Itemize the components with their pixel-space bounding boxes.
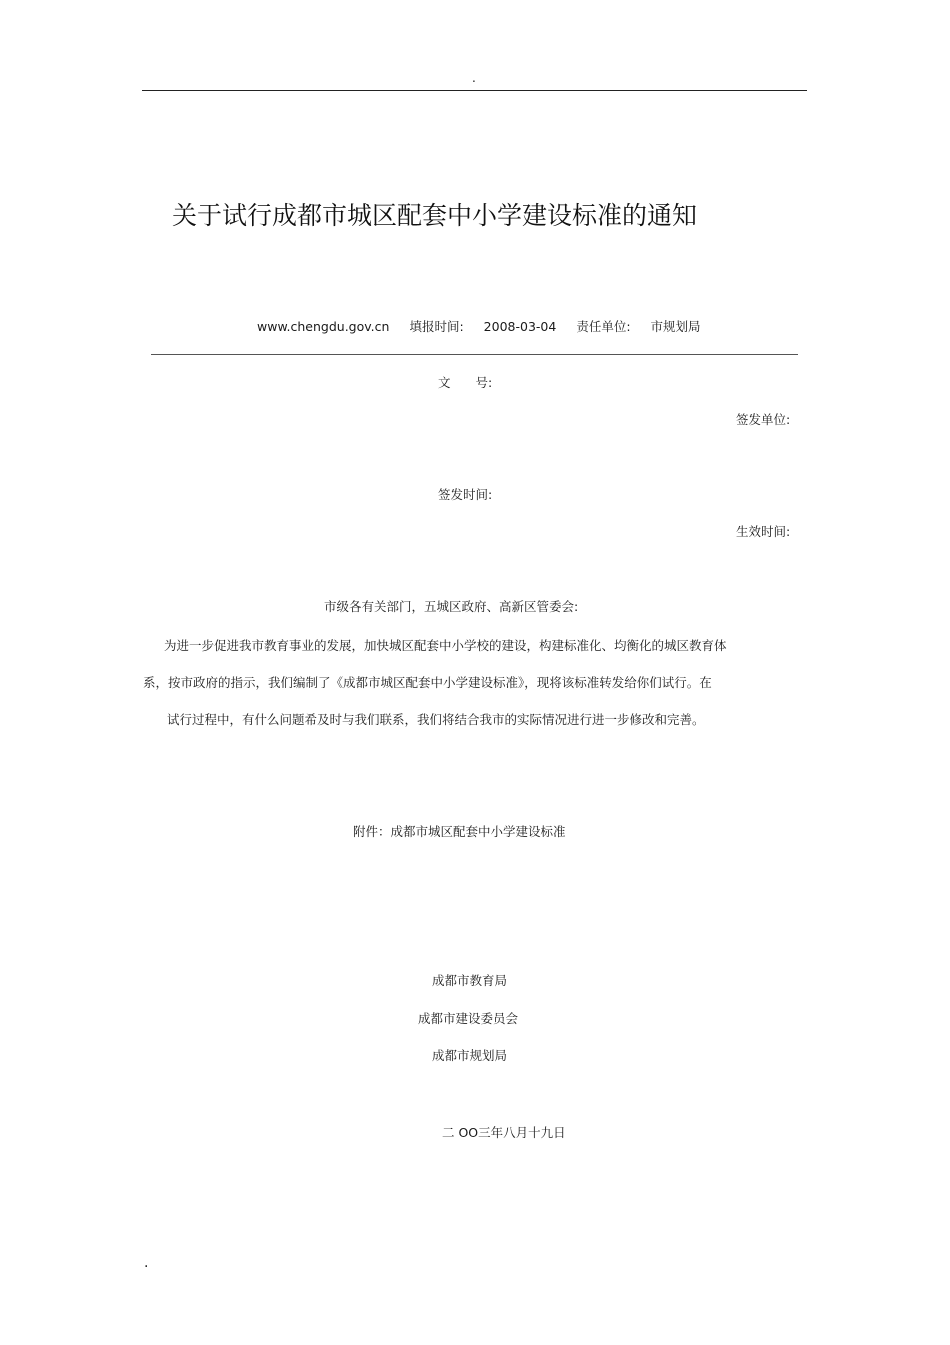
field-effective-time: 生效时间:: [736, 524, 791, 539]
field-issuing-unit: 签发单位:: [736, 412, 791, 427]
signature-construction-committee: 成都市建设委员会: [418, 1011, 519, 1026]
field-doc-number: 文 号:: [438, 375, 493, 390]
footer-mark: .: [144, 1255, 149, 1271]
meta-fill-time-label: 填报时间:: [409, 319, 464, 334]
signature-education-bureau: 成都市教育局: [432, 973, 508, 988]
body-line-1: 为进一步促进我市教育事业的发展，加快城区配套中小学校的建设，构建标准化、均衡化的城区教育体: [164, 638, 727, 653]
salutation: 市级各有关部门，五城区政府、高新区管委会:: [324, 599, 579, 614]
meta-rule: [151, 354, 798, 355]
attachment-line: 附件：成都市城区配套中小学建设标准: [353, 824, 566, 839]
document-date: 二 OO三年八月十九日: [442, 1125, 566, 1140]
meta-row: [257, 318, 701, 336]
header-rule: [142, 90, 807, 91]
field-issue-time: 签发时间:: [438, 487, 493, 502]
body-line-3: 试行过程中，有什么问题希及时与我们联系，我们将结合我市的实际情况进行进一步修改和完善。: [167, 712, 705, 727]
meta-unit-label: 责任单位:: [576, 319, 631, 334]
meta-unit-value: 市规划局: [650, 319, 701, 334]
body-line-2: 系，按市政府的指示，我们编制了《成都市城区配套中小学建设标准》，现将该标准转发给你们试行。在: [143, 675, 712, 690]
header-mark: .: [472, 71, 476, 85]
meta-fill-time-value: 2008-03-04: [483, 319, 557, 334]
signature-planning-bureau: 成都市规划局: [432, 1048, 508, 1063]
document-title: 关于试行成都市城区配套中小学建设标准的通知: [172, 201, 698, 230]
meta-website: www.chengdu.gov.cn: [257, 319, 390, 334]
